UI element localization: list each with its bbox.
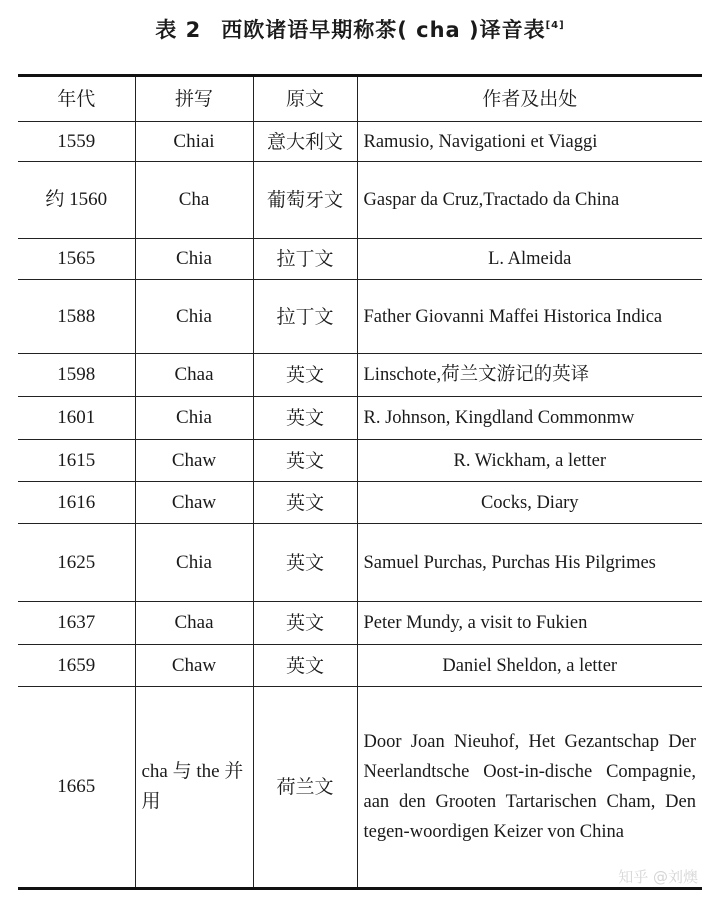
cell-spelling: Chaw bbox=[135, 482, 253, 524]
cell-language: 拉丁文 bbox=[253, 239, 357, 280]
cell-source: Ramusio, Navigationi et Viaggi bbox=[357, 122, 702, 162]
table-row bbox=[18, 239, 702, 280]
cell-spelling: cha 与 the 并用 bbox=[135, 687, 253, 889]
cell-spelling: Chia bbox=[135, 397, 253, 440]
table-row bbox=[18, 397, 702, 440]
cell-year: 1601 bbox=[18, 397, 135, 440]
cell-year: 1588 bbox=[18, 280, 135, 354]
cell-language: 英文 bbox=[253, 482, 357, 524]
cell-year: 1625 bbox=[18, 524, 135, 602]
cell-spelling: Chaw bbox=[135, 440, 253, 482]
cell-spelling: Cha bbox=[135, 162, 253, 239]
cell-language: 英文 bbox=[253, 440, 357, 482]
cell-source: R. Johnson, Kingdland Commonmw bbox=[357, 397, 702, 440]
table-number: 表 2 bbox=[155, 18, 202, 42]
cell-source: Samuel Purchas, Purchas His Pilgrimes bbox=[357, 524, 702, 602]
cell-language: 英文 bbox=[253, 354, 357, 397]
cell-spelling: Chia bbox=[135, 239, 253, 280]
cell-source: L. Almeida bbox=[357, 239, 702, 280]
cell-spelling: Chia bbox=[135, 280, 253, 354]
cell-year: 1637 bbox=[18, 602, 135, 645]
header-year: 年代 bbox=[18, 76, 135, 122]
cell-source: R. Wickham, a letter bbox=[357, 440, 702, 482]
header-source: 作者及出处 bbox=[357, 76, 702, 122]
cell-language: 荷兰文 bbox=[253, 687, 357, 889]
cell-year: 1565 bbox=[18, 239, 135, 280]
cell-source: Peter Mundy, a visit to Fukien bbox=[357, 602, 702, 645]
header-spelling: 拼写 bbox=[135, 76, 253, 122]
table-caption bbox=[0, 14, 720, 44]
table-row bbox=[18, 687, 702, 889]
table-row bbox=[18, 482, 702, 524]
cell-spelling: Chia bbox=[135, 524, 253, 602]
table-row bbox=[18, 602, 702, 645]
citation-marker: [4] bbox=[545, 20, 565, 31]
cell-year: 1659 bbox=[18, 645, 135, 687]
cell-spelling: Chaw bbox=[135, 645, 253, 687]
table-row bbox=[18, 122, 702, 162]
cell-source: Gaspar da Cruz,Tractado da China bbox=[357, 162, 702, 239]
cell-year: 1665 bbox=[18, 687, 135, 889]
watermark: 知乎 @刘燠 bbox=[618, 868, 698, 886]
cell-source: Cocks, Diary bbox=[357, 482, 702, 524]
cell-language: 葡萄牙文 bbox=[253, 162, 357, 239]
cell-language: 意大利文 bbox=[253, 122, 357, 162]
cell-spelling: Chiai bbox=[135, 122, 253, 162]
table-row bbox=[18, 280, 702, 354]
cell-year: 1615 bbox=[18, 440, 135, 482]
header-language: 原文 bbox=[253, 76, 357, 122]
table-title: 西欧诸语早期称茶( cha )译音表 bbox=[221, 18, 546, 42]
cell-spelling: Chaa bbox=[135, 602, 253, 645]
table-header-row bbox=[18, 76, 702, 122]
cell-language: 英文 bbox=[253, 645, 357, 687]
cell-source: Daniel Sheldon, a letter bbox=[357, 645, 702, 687]
table-row bbox=[18, 354, 702, 397]
table-row bbox=[18, 645, 702, 687]
tea-transliteration-table bbox=[18, 74, 702, 890]
cell-year: 1559 bbox=[18, 122, 135, 162]
table-row bbox=[18, 524, 702, 602]
cell-language: 英文 bbox=[253, 524, 357, 602]
cell-language: 拉丁文 bbox=[253, 280, 357, 354]
cell-language: 英文 bbox=[253, 602, 357, 645]
cell-source: Door Joan Nieuhof, Het Gezantschap Der Neerlandtsche Oost-in-dische Compagnie, aan den Grooten Tartarischen Cham, Den tegen-woordigen Keizer von China bbox=[357, 687, 702, 889]
cell-spelling: Chaa bbox=[135, 354, 253, 397]
cell-year: 约 1560 bbox=[18, 162, 135, 239]
cell-source: Linschote,荷兰文游记的英译 bbox=[357, 354, 702, 397]
cell-language: 英文 bbox=[253, 397, 357, 440]
cell-year: 1598 bbox=[18, 354, 135, 397]
cell-year: 1616 bbox=[18, 482, 135, 524]
table-row bbox=[18, 162, 702, 239]
table-row bbox=[18, 440, 702, 482]
cell-source: Father Giovanni Maffei Historica Indica bbox=[357, 280, 702, 354]
